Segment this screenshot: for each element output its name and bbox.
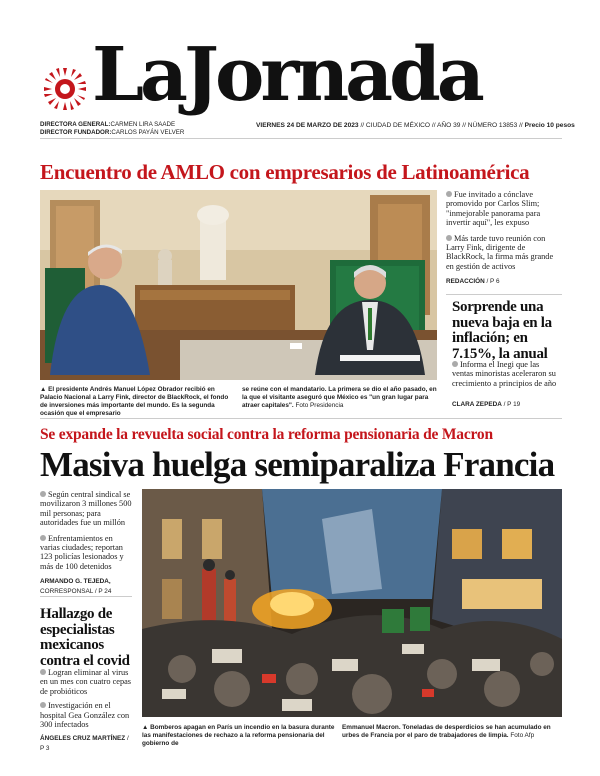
amlo-bullets (446, 190, 562, 287)
divider (446, 294, 562, 295)
bullet-icon (40, 702, 46, 708)
france-headline[interactable]: Masiva huelga semiparaliza Francia (40, 445, 555, 484)
photo-credit: Foto Presidencia (295, 402, 344, 409)
camera-icon: ▲ (40, 386, 49, 393)
amlo-byline[interactable]: REDACCIÓN / P 6 (446, 278, 500, 286)
divider (40, 138, 562, 139)
directors-info (40, 121, 184, 137)
covid-headline[interactable]: Hallazgo de especialistas mexicanos contra el covid (40, 606, 130, 669)
bullet-icon (446, 235, 452, 241)
france-byline[interactable]: ARMANDO G. TEJEDA, CORRESPONSAL / P 24 (40, 578, 112, 595)
bullet-icon (40, 669, 46, 675)
masthead (40, 32, 562, 118)
edition-price: Precio 10 pesos (524, 122, 575, 129)
list-item: Más tarde tuvo reunión con Larry Fink, dirigente de BlackRock, la firma más grande en gestión de activos (446, 233, 554, 271)
sun-logo-icon (42, 66, 88, 112)
bullet-icon (446, 191, 452, 197)
director-general-label: DIRECTORA GENERAL: (40, 121, 111, 128)
list-item: Fue invitado a cónclave promovido por Carlos Slim; "inmejorable panorama para invertir aquí", les expuso (446, 190, 541, 228)
france-kicker[interactable]: Se expande la revuelta social contra la reforma pensionaria de Macron (40, 426, 493, 443)
divider (40, 596, 132, 597)
france-caption-part2: Emmanuel Macron. Toneladas de desperdicios se han acumulado en urbes de Francia por el paro de trabajadores de limpia. Foto Afp (342, 724, 551, 739)
amlo-headline[interactable]: Encuentro de AMLO con empresarios de Latinoamérica (40, 160, 530, 184)
amlo-meeting-photo[interactable] (40, 190, 437, 380)
amlo-caption-part2: se reúne con el mandatario. La primera se dio el año pasado, en la que el visitante aseguró que México es "un gran lugar para atraer capitales". Foto Presidencia (242, 386, 437, 409)
covid-bullets (40, 668, 132, 753)
edition-info (256, 122, 575, 129)
edition-date: VIERNES 24 DE MARZO DE 2023 (256, 122, 359, 129)
list-item: Según central sindical se movilizaron 3 millones 500 mil personas; para autoridades fue un millón (40, 490, 132, 528)
list-item: Enfrentamientos en varias ciudades; reportan 123 policías lesionados y más de 100 detenidos (40, 533, 124, 571)
paris-fire-photo[interactable] (142, 489, 562, 717)
inflation-headline[interactable]: Sorprende una nueva baja en la inflación; en 7.15%, la anual (452, 299, 552, 362)
bullet-icon (40, 535, 46, 541)
inflation-bullet: Informa el Inegi que las ventas minoristas aceleraron su crecimiento a principios de año (452, 360, 557, 388)
list-item: Logran eliminar al virus en un mes con cuatro cepas de probióticos (40, 668, 131, 696)
director-fundador-label: DIRECTOR FUNDADOR: (40, 129, 112, 136)
photo-credit: Foto Afp (510, 732, 535, 739)
covid-byline[interactable]: ÁNGELES CRUZ MARTÍNEZ / P 3 (40, 735, 129, 752)
director-general: CARMEN LIRA SAADE (110, 121, 176, 128)
divider (40, 418, 562, 419)
amlo-caption-part1: ▲ El presidente Andrés Manuel López Obrador recibió en Palacio Nacional a Larry Fink, director de BlackRock, el fondo de inversiones más importante del mundo. Es la segunda ocasión que el empresario (40, 386, 229, 417)
france-caption-part1: ▲ Bomberos apagan en París un incendio en la basura durante las manifestaciones de rechazo a la reforma pensionaria del gobierno de (142, 724, 335, 747)
france-bullets (40, 490, 132, 596)
director-fundador: CARLOS PAYÁN VELVER (111, 129, 185, 136)
inflation-byline[interactable]: CLARA ZEPEDA / P 19 (452, 401, 521, 408)
bullet-icon (452, 361, 458, 367)
edition-details: // CIUDAD DE MÉXICO // AÑO 39 // NÚMERO 13853 // (358, 122, 525, 129)
camera-icon: ▲ (142, 724, 151, 731)
list-item: Investigación en el hospital Gea González con 300 infectados (40, 701, 130, 730)
newspaper-logo[interactable]: LaJornada (92, 32, 481, 118)
bullet-icon (40, 491, 46, 497)
